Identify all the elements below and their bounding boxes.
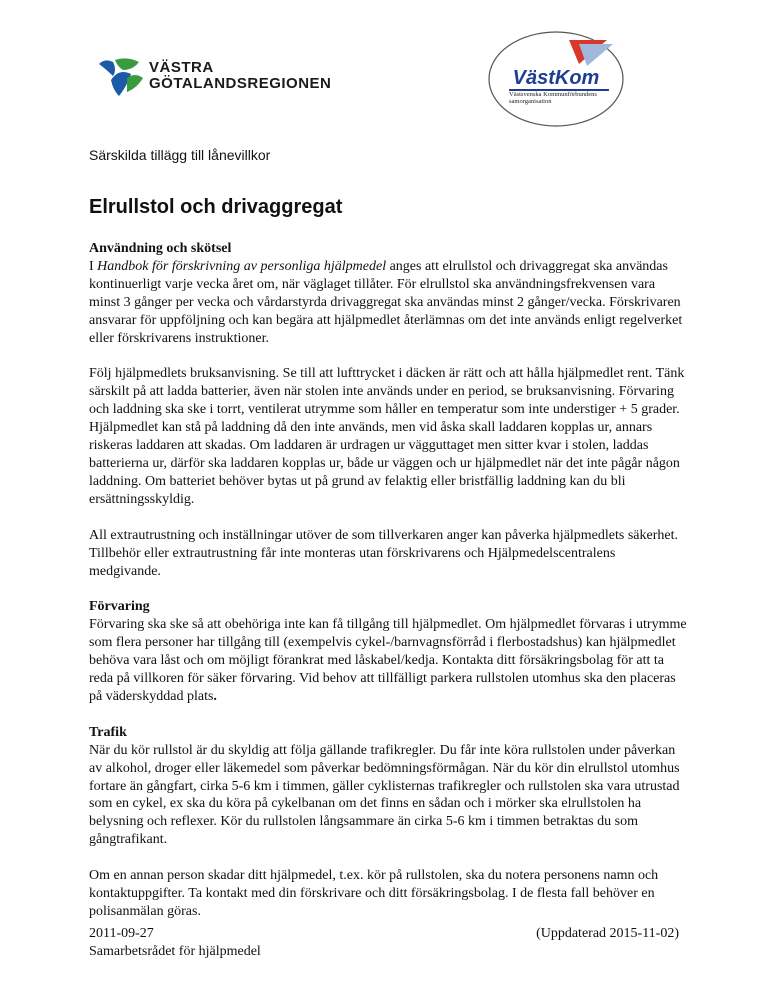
vastkom-logo [487,30,625,128]
traffic-heading: Trafik [89,724,127,740]
usage-heading: Användning och skötsel [89,241,232,256]
storage-text: Förvaring ska ske så att obehöriga inte kan få tillgång till hjälpmedlet. Om hjälpmedlet förvaras i utrymme som flera personer har tillgång till (exempelvis cykel-/barnvagnsförråd i flerbostadshus) kan hjälpmedlet behöva vara låst och om möjligt förankrat med låskabel/kedja. Kontakta ditt försäkringsbolag för att ta reda på villkoren för säker förvaring. Vid behov att tillfälligt parkera rullstolen utomhus ska den placeras på väderskyddad plats [89,617,687,704]
usage-paragraph-2: Följ hjälpmedlets bruksanvisning. Se till att lufttrycket i däcken är rätt och att hålla hjälpmedlet rent. Tänk särskilt på att ladda batterier, även när stolen inte används under en period, se bruksanvisning. Förvaring och laddning ska ske i torrt, ventilerat utrymme som håller en temperatur som inte understiger + 5 grader. Hjälpmedlet kan stå på laddning då den inte används, men vid åska skall laddaren kopplas ur, annars riskeras laddaren att skadas. Om laddaren är urdragen ur vägguttaget men sitter kvar i stolen, laddas batterierna ur, därför ska laddaren kopplas ur, både ur väggen och ur hjälpmedlet när det inte pågår någon laddning. Om batteriet behöver bytas ut på grund av felaktig eller bristfällig laddning kan du bli ersättningsskyldig. [89,366,685,507]
traffic-paragraph-2: Om en annan person skadar ditt hjälpmedel, t.ex. kör på rullstolen, ska du notera personens namn och kontaktuppgifter. Ta kontakt med din förskrivare och ditt försäkringsbolag. I de flesta fall behöver en polisanmälan göras. [89,868,659,919]
storage-heading: Förvaring [89,599,150,615]
storage-text-end: . [213,688,217,704]
footer-updated: (Uppdaterad 2015-11-02) [536,926,679,941]
vastkom-logo-title: VästKom [512,67,600,89]
page-footer [89,925,679,961]
usage-p1-before: I [89,258,98,274]
usage-p1-after: anges att elrullstol och drivaggregat ska användas kontinuerligt varje vecka året om, när väglaget tillåter. För elrullstol ska användningsfrekvensen vara minst 3 gånger per vecka och vårdarstyrda drivaggregat ska användas minst 2 gånger/vecka. Förskrivaren ansvarar för uppföljning och kan begära att hjälpmedlet återlämnas om det inte används enligt regelverket eller förskrivarens instruktioner. [89,258,683,346]
traffic-paragraph-1 [89,724,687,849]
usage-paragraph-1 [89,240,687,347]
document-title: Elrullstol och drivaggregat [89,196,343,218]
vgr-logo-line2: GÖTALANDSREGIONEN [149,75,332,92]
document-subtitle: Särskilda tillägg till lånevillkor [89,147,271,163]
footer-org: Samarbetsrådet för hjälpmedel [89,943,261,959]
vgr-logo-line1: VÄSTRA [149,59,214,76]
usage-paragraph-3: All extrautrustning och inställningar utöver de som tillverkaren anger kan påverka hjälpmedlets säkerhet. Tillbehör eller extrautrustning får inte monteras utan förskrivarens och Hjälpmedelscentralens medgivande. [89,527,678,579]
handbook-reference: Handbok för förskrivning av personliga hjälpmedel [97,258,387,274]
traffic-text: När du kör rullstol är du skyldig att följa gällande trafikregler. Du får inte köra rullstolen under påverkan av alkohol, droger eller läkemedel som påverkar bedömningsförmågan. När du kör din elrullstol utomhus fortare än gångfart, cirka 5-6 km i timmen, gäller cyklisternas trafikregler och rullstolen ska vara utrustad som en cykel, ex ska du köra på cykelbanan om det finns en sådan och i mörker ska elrullstolen ha belysning och reflexer. Kör du rullstolen långsammare än cirka 5-6 km i timmen betraktas du som gångtrafikant. [89,742,680,848]
vgr-logo [97,56,332,100]
vastkom-logo-subtitle: Västsvenska Kommunförbundens samorganisation [509,91,597,105]
document-body [89,240,687,939]
storage-paragraph [89,598,687,705]
footer-date: 2011-09-27 [89,926,154,941]
vgr-emblem-icon [97,56,147,100]
vgr-logo-text [149,60,331,92]
